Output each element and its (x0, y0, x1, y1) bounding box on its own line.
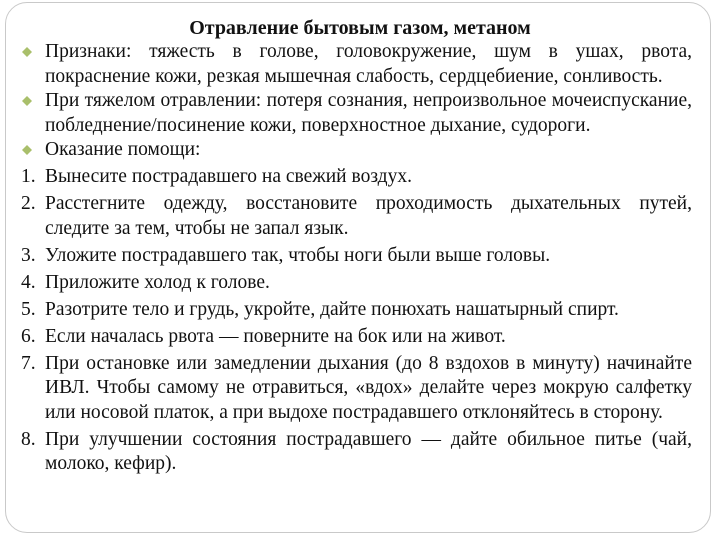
step-number: 3. (21, 244, 36, 266)
list-item-text: Оказание помощи: (45, 139, 201, 160)
step-number: 5. (21, 298, 36, 320)
step-number: 6. (21, 325, 36, 347)
step-item (22, 192, 692, 241)
bullet-icon (22, 47, 32, 57)
step-text: Если началась рвота — поверните на бок или на живот. (45, 325, 506, 347)
step-text: Приложите холод к голове. (45, 271, 270, 293)
list-item-text: При тяжелом отравлении: потеря сознания, непроизвольное мочеиспускание, побледнение/посинение кожи, поверхностное дыхание, судороги. (45, 90, 692, 136)
step-number: 2. (21, 193, 36, 214)
list-item-text: Признаки: тяжесть в голове, головокружение, шум в ушах, рвота, покраснение кожи, резкая мышечная слабость, сердцебиение, сонливость. (45, 41, 692, 87)
step-item (22, 428, 692, 477)
step-item (22, 298, 692, 323)
step-number: 7. (21, 352, 36, 374)
step-text: При остановке или замедлении дыхания (до 8 вздохов в минуту) начинайте ИВЛ. Чтобы самому не отравиться, «вдох» делайте через мокрую салфетку или носовой платок, а при выдохе пострадавшего отклоняйтесь в сторону. (45, 352, 692, 423)
step-item (22, 244, 692, 269)
list-item (22, 138, 692, 163)
step-item (22, 325, 692, 350)
step-text: Вынесите пострадавшего на свежий воздух. (45, 166, 412, 187)
step-item (22, 271, 692, 296)
step-number: 4. (21, 271, 36, 293)
list-item (22, 40, 692, 89)
bullet-icon (22, 145, 32, 155)
step-item (22, 352, 692, 426)
bullet-icon (22, 96, 32, 106)
step-number: 8. (21, 428, 36, 450)
page-title: Отравление бытовым газом, метаном (189, 17, 531, 39)
list-item (22, 89, 692, 138)
slide-content (22, 40, 692, 477)
step-number: 1. (21, 166, 36, 187)
step-item (22, 165, 692, 190)
step-text: Разотрите тело и грудь, укройте, дайте понюхать нашатырный спирт. (45, 298, 619, 320)
step-text: При улучшении состояния пострадавшего — дайте обильное питье (чай, молоко, кефир). (45, 428, 692, 474)
step-text: Расстегните одежду, восстановите проходимость дыхательных путей, следите за тем, чтобы не запал язык. (45, 193, 692, 239)
step-text: Уложите пострадавшего так, чтобы ноги были выше головы. (45, 244, 551, 266)
